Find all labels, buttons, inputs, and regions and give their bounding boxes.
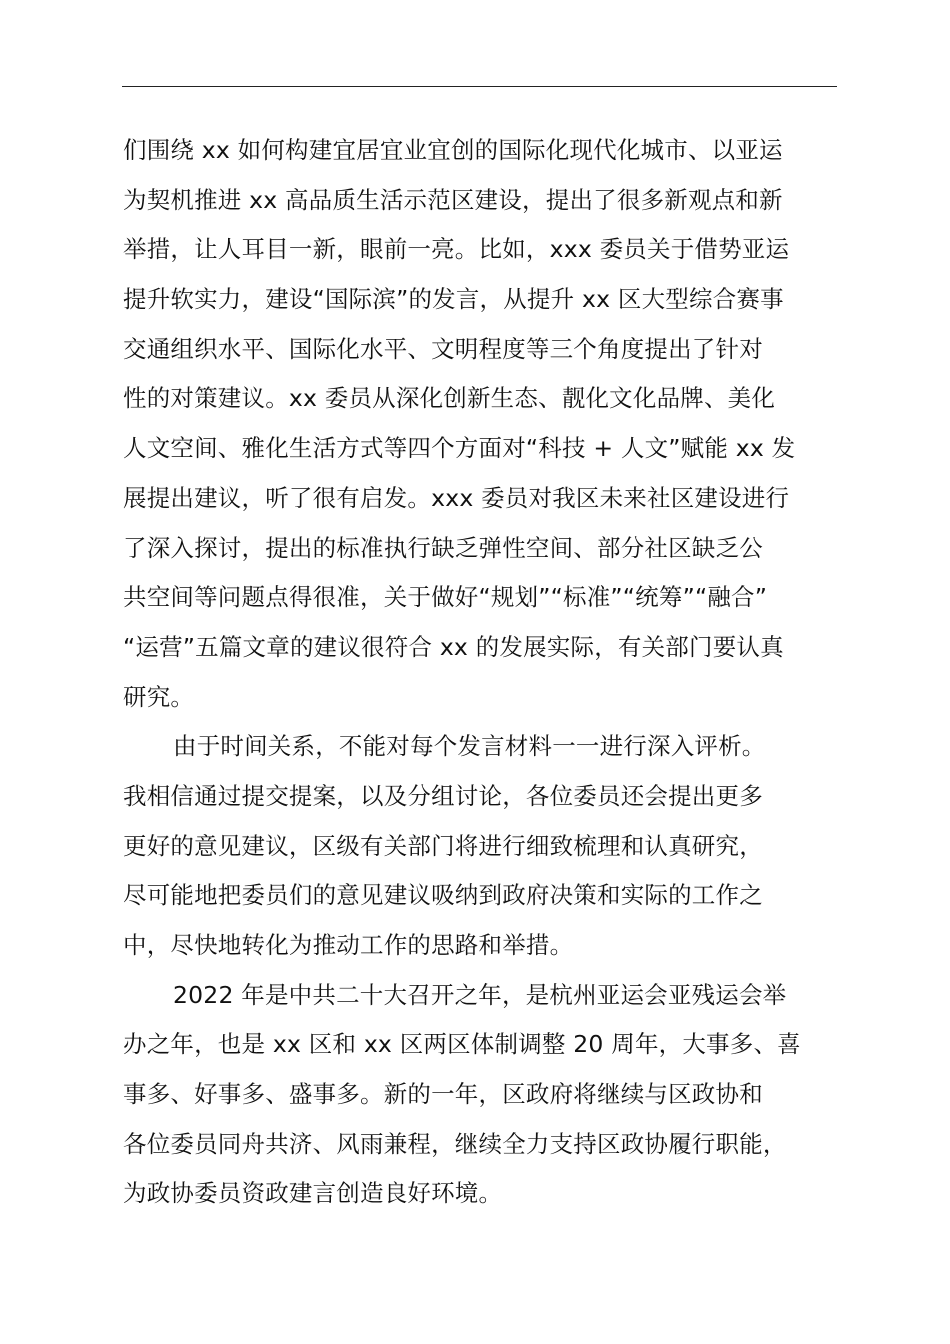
text-line: 交通组织水平、国际化水平、文明程度等三个角度提出了针对 [123, 334, 763, 363]
text-line: 举措，让人耳目一新，眼前一亮。比如，xxx 委员关于借势亚运 [123, 235, 790, 264]
text-line: 研究。 [123, 682, 195, 711]
header-rule [122, 86, 837, 87]
text-line: 事多、好事多、盛事多。新的一年，区政府将继续与区政协和 [123, 1080, 763, 1109]
text-line: 性的对策建议。xx 委员从深化创新生态、靓化文化品牌、美化 [123, 384, 776, 413]
text-line: 尽可能地把委员们的意见建议吸纳到政府决策和实际的工作之 [123, 881, 763, 910]
text-line: 提升软实力，建设“国际滨”的发言，从提升 xx 区大型综合赛事 [123, 285, 784, 314]
text-line: 由于时间关系，不能对每个发言材料一一进行深入评析。 [173, 732, 766, 761]
text-line: 共空间等问题点得很准，关于做好“规划”“标准”“统筹”“融合” [123, 583, 768, 612]
text-line: 更好的意见建议，区级有关部门将进行细致梳理和认真研究， [123, 831, 763, 860]
text-line: 办之年，也是 xx 区和 xx 区两区体制调整 20 周年，大事多、喜 [123, 1030, 801, 1059]
text-line: 中，尽快地转化为推动工作的思路和举措。 [123, 931, 574, 959]
text-line: 为契机推进 xx 高品质生活示范区建设，提出了很多新观点和新 [123, 185, 783, 214]
text-line: 们围绕 xx 如何构建宜居宜业宜创的国际化现代化城市、以亚运 [123, 136, 783, 164]
text-line: 了深入探讨，提出的标准执行缺乏弹性空间、部分社区缺乏公 [123, 533, 763, 562]
document-body [123, 126, 863, 1219]
text-line: 各位委员同舟共济、风雨兼程，继续全力支持区政协履行职能， [123, 1129, 787, 1158]
text-line: 我相信通过提交提案，以及分组讨论，各位委员还会提出更多 [123, 781, 763, 810]
text-line: 展提出建议，听了很有启发。xxx 委员对我区未来社区建设进行 [123, 483, 790, 512]
text-line: 2022 年是中共二十大召开之年，是杭州亚运会亚残运会举 [173, 980, 787, 1009]
paragraph-3 [123, 971, 863, 1219]
text-line: 为政协委员资政建言创造良好环境。 [123, 1179, 503, 1208]
text-line: 人文空间、雅化生活方式等四个方面对“科技 + 人文”赋能 xx 发 [123, 434, 796, 463]
text-line: “运营”五篇文章的建议很符合 xx 的发展实际，有关部门要认真 [123, 632, 784, 661]
paragraph-2 [123, 722, 863, 970]
paragraph-1 [123, 126, 863, 722]
